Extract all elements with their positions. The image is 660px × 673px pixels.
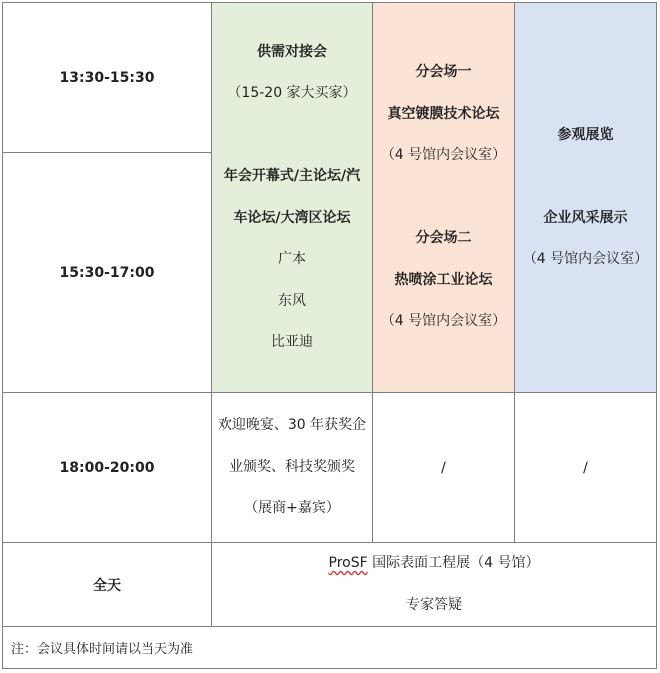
buyers-label: （15-20 家大买家） bbox=[227, 85, 357, 101]
evening-exhibit-cell bbox=[515, 393, 657, 543]
forum-line-2: 车论坛/大湾区论坛 bbox=[233, 209, 351, 226]
expert-qa: 专家答疑 bbox=[406, 596, 462, 613]
expo-line bbox=[212, 543, 656, 585]
time-slot-1: 13:30-15:30 bbox=[3, 3, 212, 153]
exhibit-title: 参观展览 bbox=[557, 126, 614, 143]
sub-venue-1-title: 分会场一 bbox=[415, 64, 472, 81]
table-row bbox=[3, 393, 657, 543]
sub-venue-2-room: （4 号馆内会议室） bbox=[380, 313, 507, 330]
time-slot-allday: 全天 bbox=[3, 543, 212, 627]
sponsor-byd: 比亚迪 bbox=[271, 334, 313, 350]
evening-line-2: 业颁奖、科技奖颁奖 bbox=[229, 458, 355, 475]
sub-venue-2-name: 热喷涂工业论坛 bbox=[394, 271, 493, 288]
table-row bbox=[3, 3, 657, 153]
main-venue-cell bbox=[212, 3, 373, 393]
time-slot-2: 15:30-17:00 bbox=[3, 153, 212, 393]
empty-slash: / bbox=[583, 459, 588, 476]
sponsor-dongfeng: 东风 bbox=[278, 292, 306, 309]
allday-cell bbox=[212, 543, 657, 627]
evening-sub-venue-cell bbox=[373, 393, 515, 543]
sponsor-guangben: 广本 bbox=[278, 251, 306, 267]
sub-venue-2-title: 分会场二 bbox=[415, 230, 472, 247]
footnote: 注：会议具体时间请以当天为准 bbox=[3, 627, 657, 669]
evening-line-1: 欢迎晚宴、30 年获奖企 bbox=[217, 417, 367, 434]
supply-demand-label: 供需对接会 bbox=[257, 43, 327, 60]
exhibit-room: （4 号馆内会议室） bbox=[522, 251, 649, 267]
evening-line-3: （展商+嘉宾） bbox=[244, 500, 340, 517]
evening-cell bbox=[212, 393, 373, 543]
prosf-brand: ProSF bbox=[328, 555, 368, 571]
sub-venue-cell bbox=[373, 3, 515, 393]
expo-name: 国际表面工程展（4 号馆） bbox=[367, 555, 540, 571]
exhibit-cell bbox=[515, 3, 657, 393]
sub-venue-1-name: 真空镀膜技术论坛 bbox=[387, 105, 500, 122]
empty-slash: / bbox=[441, 459, 446, 476]
sub-venue-1-room: （4 号馆内会议室） bbox=[380, 147, 507, 164]
exhibit-show: 企业风采展示 bbox=[543, 209, 628, 226]
table-row bbox=[3, 627, 657, 669]
table-row bbox=[3, 543, 657, 627]
schedule-table bbox=[2, 2, 657, 669]
time-slot-3: 18:00-20:00 bbox=[3, 393, 212, 543]
forum-line-1: 年会开幕式/主论坛/汽 bbox=[223, 168, 361, 184]
